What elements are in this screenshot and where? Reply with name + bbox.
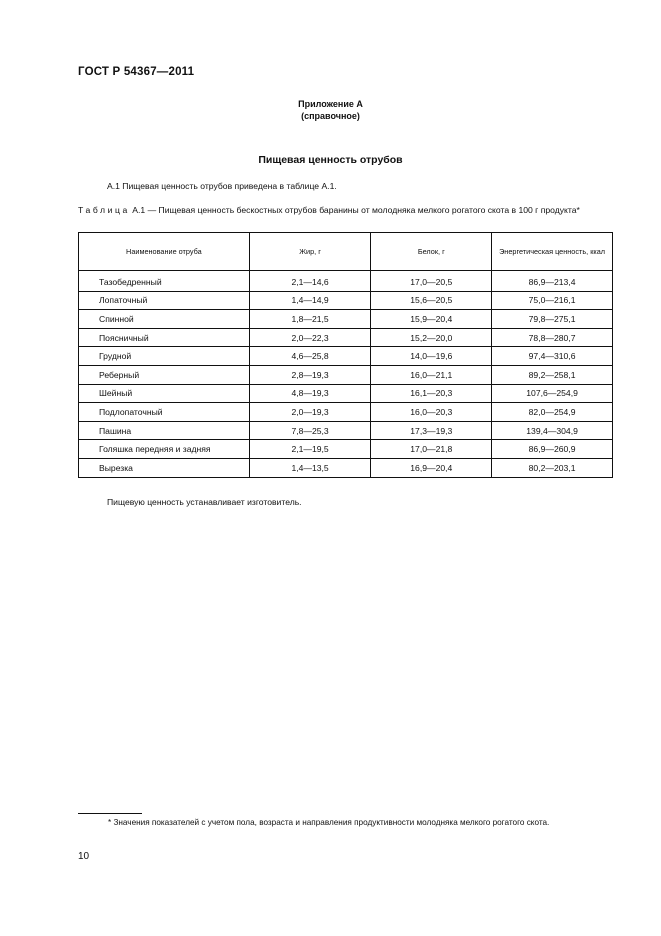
page-number: 10 [78,851,90,862]
table-row [79,384,613,403]
cell-protein: 16,0—21,1 [371,365,492,384]
cell-protein: 17,0—20,5 [371,271,492,292]
cell-protein: 17,3—19,3 [371,421,492,440]
manufacturer-note: Пищевую ценность устанавливает изготовитель. [107,497,302,507]
cell-name: Подлопаточный [79,403,250,422]
footnote: * Значения показателей с учетом пола, возраста и направления продуктивности молодняка мелкого рогатого скота. [108,818,550,827]
cell-protein: 17,0—21,8 [371,440,492,459]
cell-energy: 107,6—254,9 [492,384,613,403]
header-energy: Энергетическая ценность, ккал [492,233,613,271]
table-row [79,291,613,310]
cell-energy: 86,9—213,4 [492,271,613,292]
cell-name: Вырезка [79,458,250,477]
cell-name: Тазобедренный [79,271,250,292]
cell-fat: 4,8—19,3 [249,384,371,403]
cell-protein: 16,9—20,4 [371,458,492,477]
table-row [79,458,613,477]
section-title: Пищевая ценность отрубов [258,154,403,166]
table-row [79,403,613,422]
table-row [79,365,613,384]
header-fat: Жир, г [249,233,371,271]
table-row [79,310,613,329]
annex-subtitle: (справочное) [301,111,360,121]
cell-energy: 97,4—310,6 [492,347,613,366]
cell-fat: 2,1—14,6 [249,271,371,292]
cell-protein: 14,0—19,6 [371,347,492,366]
header-protein: Белок, г [371,233,492,271]
cell-fat: 2,8—19,3 [249,365,371,384]
cell-name: Лопаточный [79,291,250,310]
cell-fat: 7,8—25,3 [249,421,371,440]
annex-title: Приложение А [298,99,363,109]
cell-protein: 15,9—20,4 [371,310,492,329]
cell-energy: 80,2—203,1 [492,458,613,477]
cell-energy: 75,0—216,1 [492,291,613,310]
cell-name: Шейный [79,384,250,403]
nutrition-table [78,232,613,478]
document-code: ГОСТ Р 54367—2011 [78,66,195,78]
cell-name: Грудной [79,347,250,366]
cell-name: Спинной [79,310,250,329]
table-row [79,347,613,366]
cell-name: Голяшка передняя и задняя [79,440,250,459]
intro-paragraph: А.1 Пищевая ценность отрубов приведена в таблице А.1. [107,181,337,191]
cell-energy: 89,2—258,1 [492,365,613,384]
table-row [79,271,613,292]
table-caption-text: А.1 — Пищевая ценность бескостных отрубов баранины от молодняка мелкого рогатого скота в 100 г продукта* [129,205,580,215]
cell-energy: 139,4—304,9 [492,421,613,440]
cell-fat: 1,4—14,9 [249,291,371,310]
cell-name: Реберный [79,365,250,384]
cell-fat: 1,4—13,5 [249,458,371,477]
cell-protein: 15,6—20,5 [371,291,492,310]
table-row [79,421,613,440]
cell-energy: 78,8—280,7 [492,328,613,347]
table-row [79,328,613,347]
cell-protein: 15,2—20,0 [371,328,492,347]
annex-heading [0,98,661,122]
cell-energy: 86,9—260,9 [492,440,613,459]
header-name: Наименование отруба [79,233,250,271]
cell-name: Поясничный [79,328,250,347]
cell-fat: 2,0—22,3 [249,328,371,347]
cell-energy: 82,0—254,9 [492,403,613,422]
cell-energy: 79,8—275,1 [492,310,613,329]
cell-protein: 16,0—20,3 [371,403,492,422]
cell-fat: 1,8—21,5 [249,310,371,329]
cell-fat: 2,1—19,5 [249,440,371,459]
table-header-row [79,233,613,271]
table-row [79,440,613,459]
cell-fat: 2,0—19,3 [249,403,371,422]
cell-fat: 4,6—25,8 [249,347,371,366]
cell-name: Пашина [79,421,250,440]
table-caption-label: Таблица [78,205,130,215]
table-caption [78,204,618,216]
footnote-divider [78,813,142,814]
cell-protein: 16,1—20,3 [371,384,492,403]
